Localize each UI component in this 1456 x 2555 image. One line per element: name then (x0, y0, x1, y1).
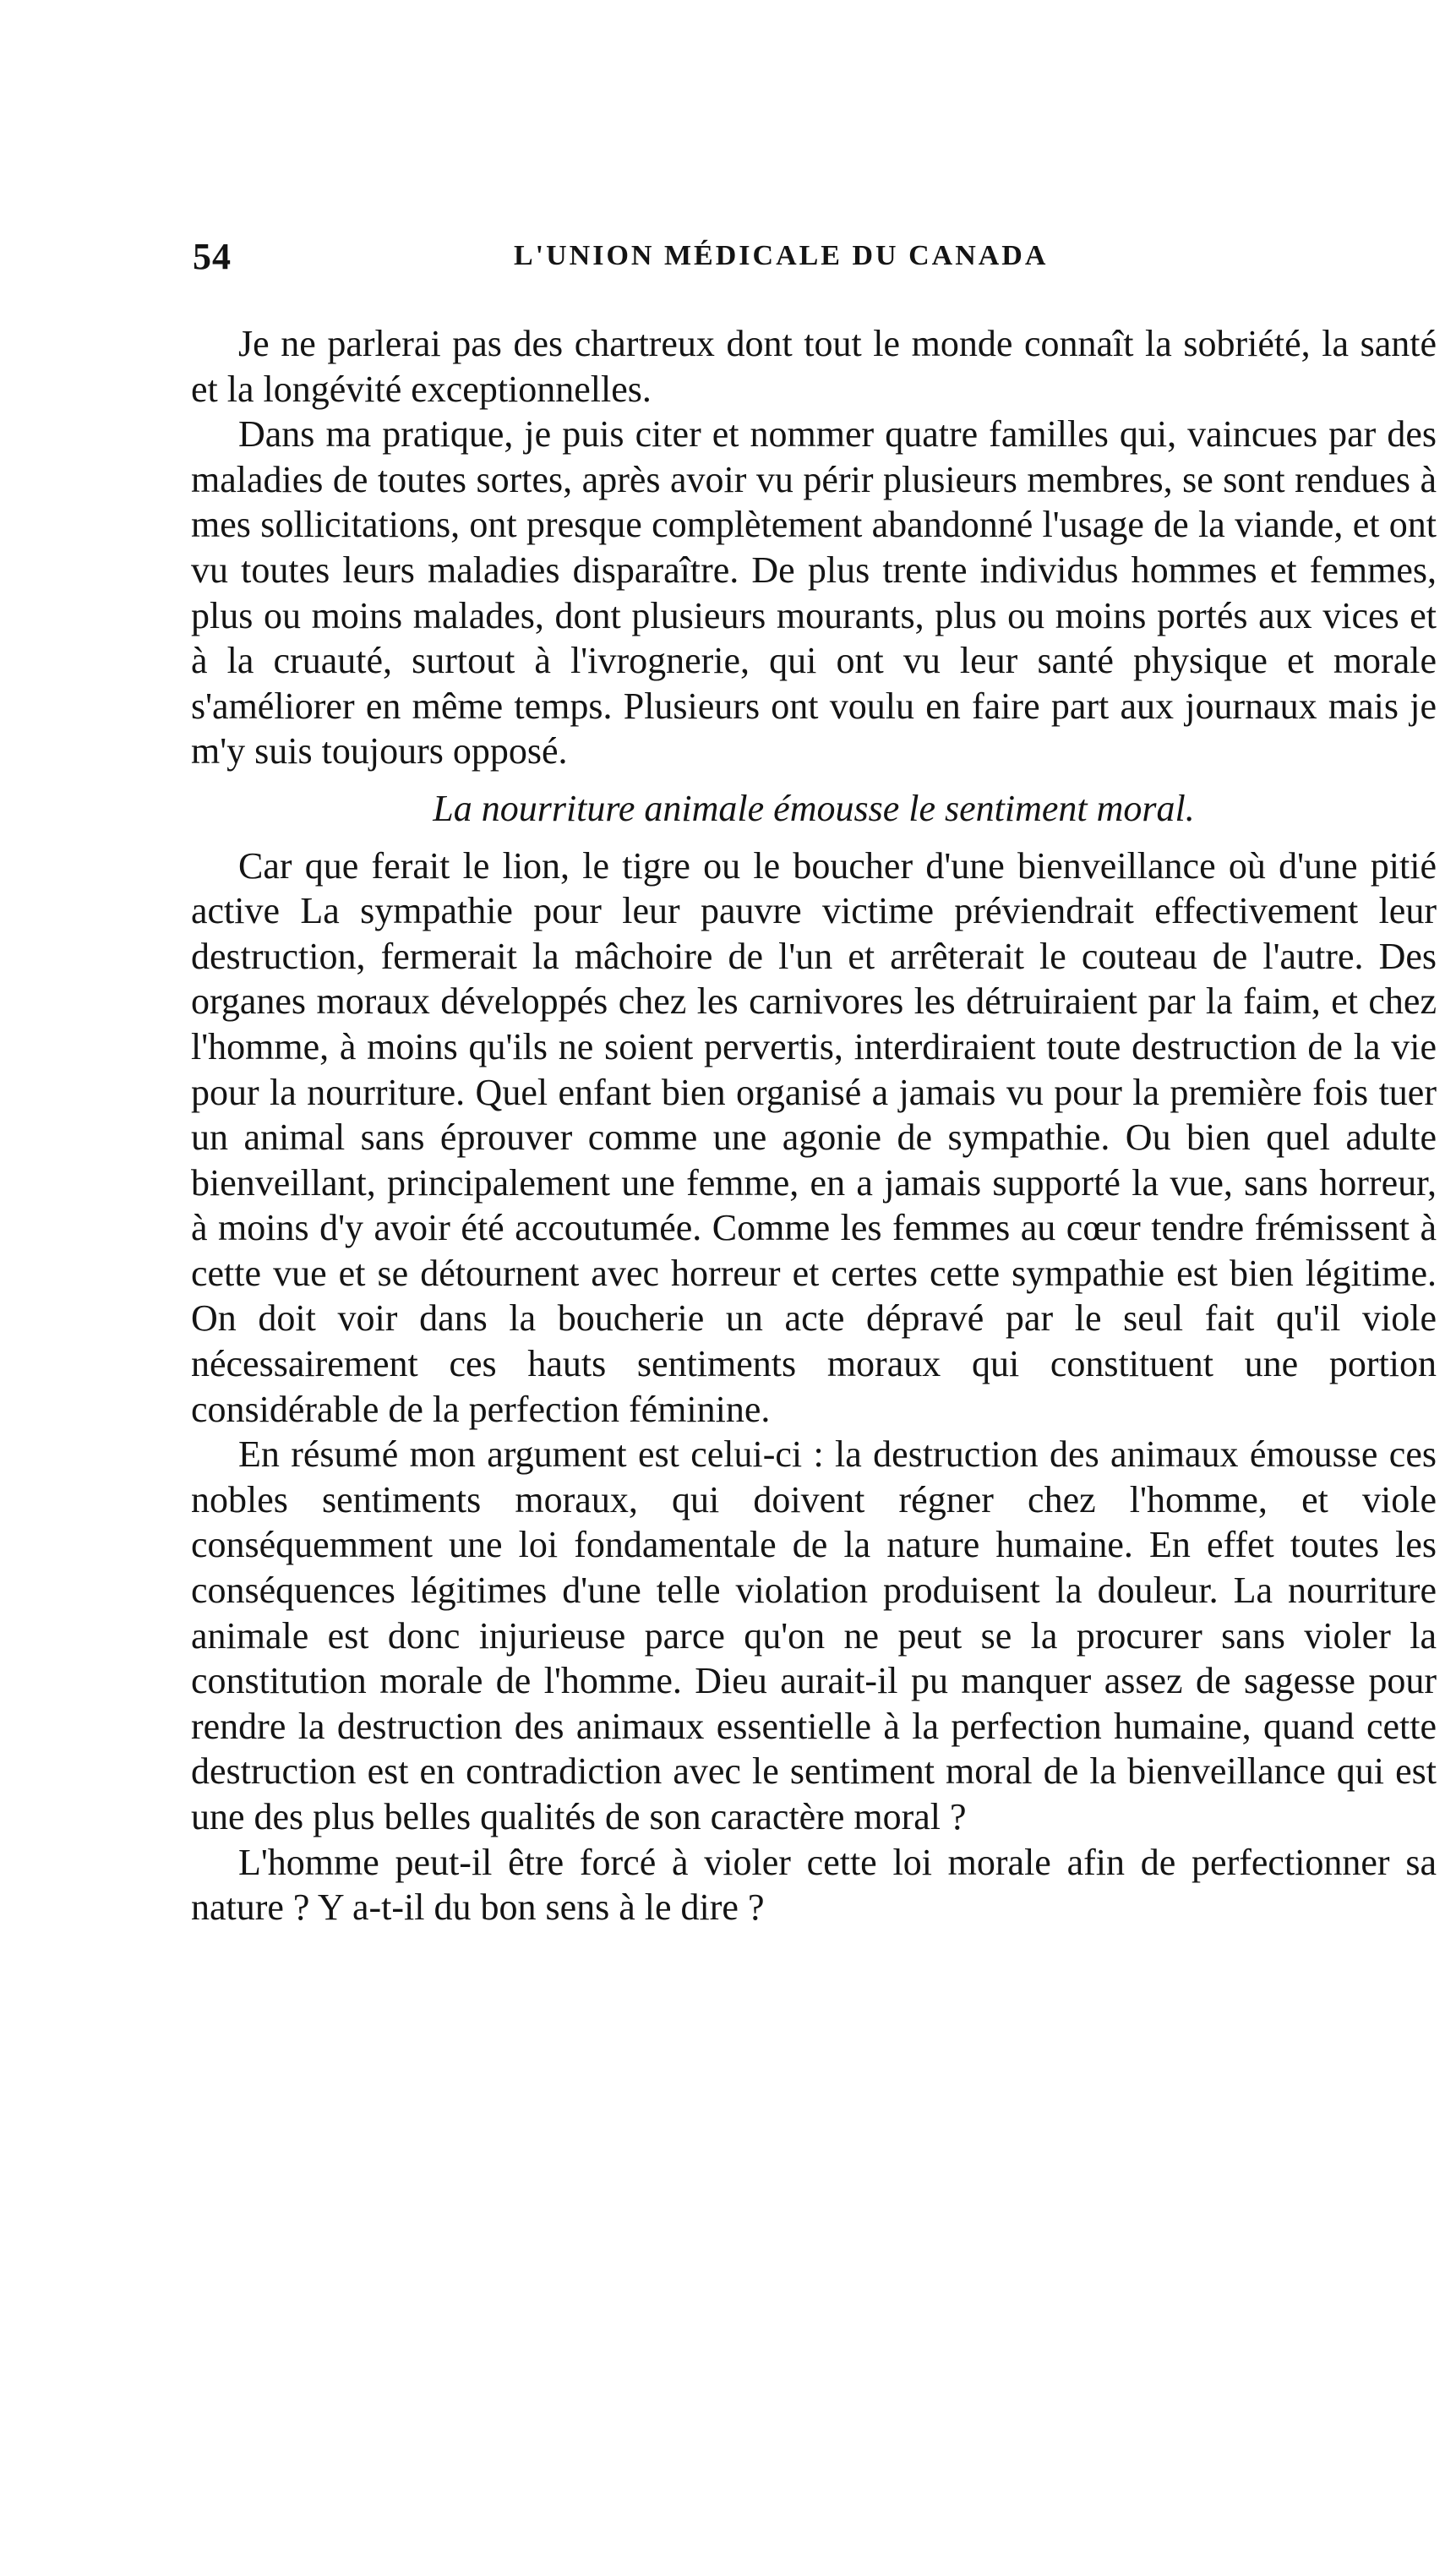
paragraph-lion: Car que ferait le lion, le tigre ou le boucher d'une bienveillance où d'une pitié active La sympathie pour leur pauvre victime préviendrait effectivement leur destruction, fermerait la mâchoire de l'un et arrêterait le couteau de l'autre. Des organes moraux développés chez les carnivores les détruiraient par la faim, et chez l'homme, à moins qu'ils ne soient pervertis, interdiraient toute destruction de la vie pour la nourriture. Quel enfant bien organisé a jamais vu pour la première fois tuer un animal sans éprouver comme une agonie de sympathie. Ou bien quel adulte bienveillant, principalement une femme, en a jamais supporté la vue, sans horreur, à moins d'y avoir été accoutumée. Comme les femmes au cœur tendre frémissent à cette vue et se détournent avec horreur et certes cette sympathie est bien légitime. On doit voir dans la boucherie un acte dépravé par le seul fait qu'il viole nécessairement ces hauts sentiments moraux qui constituent une portion considérable de la perfection féminine. (191, 844, 1437, 1430)
paragraph-question: L'homme peut-il être forcé à violer cette loi morale afin de perfectionner sa nature ? Y a-t-il du bon sens à le dire ? (191, 1841, 1437, 1929)
paragraph-pratique: Dans ma pratique, je puis citer et nommer quatre familles qui, vaincues par des maladies de toutes sortes, après avoir vu périr plusieurs membres, se sont rendues à mes sollicitations, ont presque complètement abandonné l'usage de la viande, et ont vu toutes leurs maladies disparaître. De plus trente individus hommes et femmes, plus ou moins malades, dont plusieurs mourants, plus ou moins portés aux vices et à la cruauté, surtout à l'ivrognerie, qui ont vu leur santé physique et morale s'améliorer en même temps. Plusieurs ont voulu en faire part aux journaux mais je m'y suis toujours opposé. (191, 413, 1437, 773)
section-heading: La nourriture animale émousse le sentiment moral. (433, 787, 1195, 829)
paragraph-resume: En résumé mon argument est celui-ci : la destruction des animaux émousse ces nobles sentiments moraux, qui doivent régner chez l'homme, et viole conséquemment une loi fondamentale de la nature humaine. En effet toutes les conséquences légitimes d'une telle violation produisent la douleur. La nourriture animale est donc injurieuse parce qu'on ne peut se la procurer sans violer la constitution morale de l'homme. Dieu aurait-il pu manquer assez de sagesse pour rendre la destruction des animaux essentielle à la perfection humaine, quand cette destruction est en contradiction avec le sentiment moral de la bienveillance qui est une des plus belles qualités de son caractère moral ? (191, 1433, 1437, 1837)
journal-title: L'UNION MÉDICALE DU CANADA (514, 240, 1049, 271)
page-number: 54 (193, 236, 232, 277)
running-head (193, 235, 1437, 286)
paragraph-chartreux: Je ne parlerai pas des chartreux dont tout le monde connaît la sobriété, la santé et la longévité exceptionnelles. (191, 323, 1437, 410)
body-text (191, 321, 1437, 1930)
